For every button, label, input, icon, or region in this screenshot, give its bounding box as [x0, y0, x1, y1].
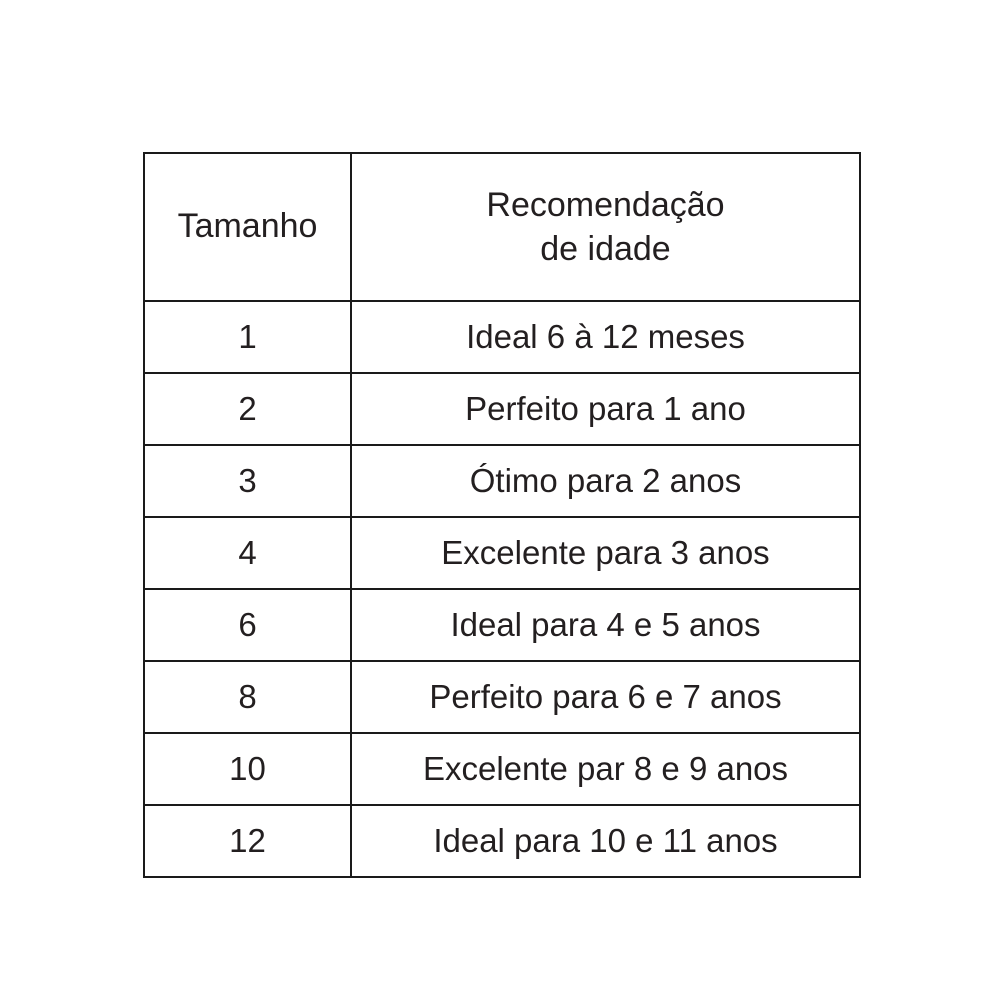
table-row — [144, 661, 860, 733]
cell-size: 4 — [144, 517, 351, 589]
cell-size: 12 — [144, 805, 351, 877]
table-row — [144, 805, 860, 877]
table-row — [144, 589, 860, 661]
table-row — [144, 301, 860, 373]
cell-size: 6 — [144, 589, 351, 661]
header-recommendation-line-2: de idade — [540, 230, 671, 268]
cell-recommendation: Perfeito para 1 ano — [351, 373, 860, 445]
cell-recommendation: Ótimo para 2 anos — [351, 445, 860, 517]
size-recommendation-table — [143, 152, 861, 878]
table-row — [144, 517, 860, 589]
cell-recommendation: Perfeito para 6 e 7 anos — [351, 661, 860, 733]
cell-recommendation: Ideal para 10 e 11 anos — [351, 805, 860, 877]
header-recommendation-line-1: Recomendação — [486, 185, 725, 224]
table-row — [144, 445, 860, 517]
cell-recommendation: Ideal 6 à 12 meses — [351, 301, 860, 373]
table-body — [144, 153, 860, 877]
cell-size: 1 — [144, 301, 351, 373]
cell-size: 8 — [144, 661, 351, 733]
table-row — [144, 373, 860, 445]
header-cell-size: Tamanho — [144, 153, 351, 301]
cell-recommendation: Excelente par 8 e 9 anos — [351, 733, 860, 805]
header-cell-recommendation — [351, 153, 860, 301]
table-row — [144, 733, 860, 805]
cell-size: 3 — [144, 445, 351, 517]
table-header-row — [144, 153, 860, 301]
cell-recommendation: Excelente para 3 anos — [351, 517, 860, 589]
cell-recommendation: Ideal para 4 e 5 anos — [351, 589, 860, 661]
cell-size: 10 — [144, 733, 351, 805]
cell-size: 2 — [144, 373, 351, 445]
